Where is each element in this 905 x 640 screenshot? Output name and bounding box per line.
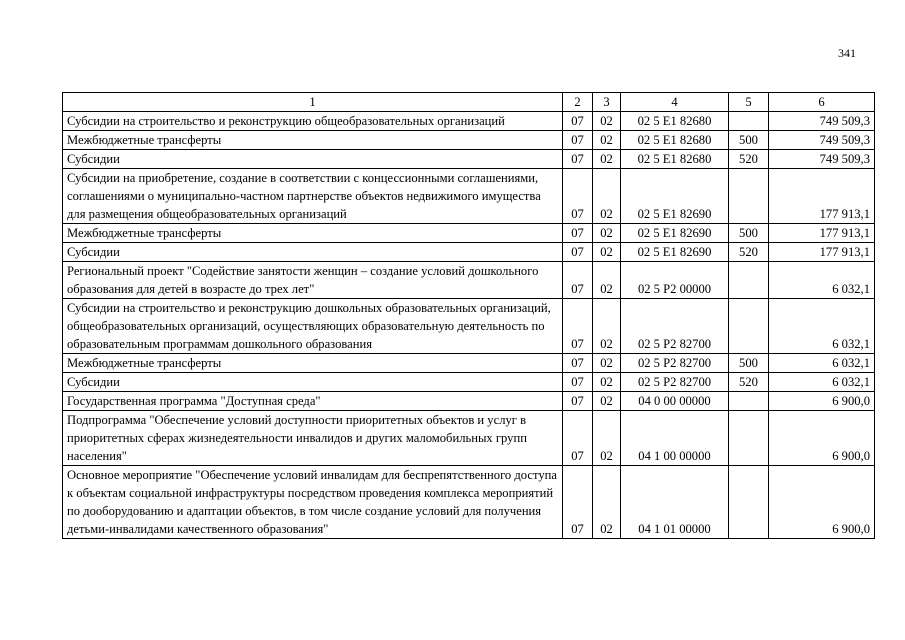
row-name: Подпрограмма "Обеспечение условий доступности приоритетных объектов и услуг в приоритетных сферах жизнедеятельности инвалидов и других маломобильных групп населения" <box>63 411 563 466</box>
row-name: Субсидии <box>63 243 563 262</box>
row-sum: 6 032,1 <box>769 299 875 354</box>
row-name: Субсидии на строительство и реконструкцию дошкольных образовательных организаций, общеобразовательных организаций, осуществляющих образовательную деятельность по образовательным программам дошкольного образования <box>63 299 563 354</box>
row-vr <box>729 392 769 411</box>
row-name: Субсидии <box>63 373 563 392</box>
row-vr: 520 <box>729 243 769 262</box>
row-csr: 02 5 E1 82680 <box>621 150 729 169</box>
row-vr: 500 <box>729 354 769 373</box>
row-rz: 07 <box>563 373 593 392</box>
row-vr <box>729 112 769 131</box>
row-sum: 177 913,1 <box>769 243 875 262</box>
row-sum: 6 032,1 <box>769 354 875 373</box>
row-name: Субсидии на строительство и реконструкцию общеобразовательных организаций <box>63 112 563 131</box>
row-name: Основное мероприятие "Обеспечение условий инвалидам для беспрепятственного доступа к объектам социальной инфраструктуры посредством проведения комплекса мероприятий по дооборудованию и адаптации объектов, в том числе создание условий для получения детьми-инвалидами качественного образования" <box>63 466 563 539</box>
row-rz: 07 <box>563 392 593 411</box>
row-csr: 04 1 01 00000 <box>621 466 729 539</box>
row-sum: 749 509,3 <box>769 112 875 131</box>
row-csr: 02 5 P2 00000 <box>621 262 729 299</box>
table-row <box>63 373 875 392</box>
table-row <box>63 150 875 169</box>
header-cell: 2 <box>563 93 593 112</box>
row-name: Субсидии <box>63 150 563 169</box>
row-rz: 07 <box>563 224 593 243</box>
row-pr: 02 <box>593 411 621 466</box>
table-row <box>63 466 875 539</box>
row-vr <box>729 169 769 224</box>
row-name: Межбюджетные трансферты <box>63 131 563 150</box>
row-sum: 749 509,3 <box>769 131 875 150</box>
row-rz: 07 <box>563 466 593 539</box>
row-rz: 07 <box>563 131 593 150</box>
row-sum: 6 900,0 <box>769 411 875 466</box>
row-vr: 520 <box>729 150 769 169</box>
header-cell: 1 <box>63 93 563 112</box>
row-pr: 02 <box>593 466 621 539</box>
table-row <box>63 299 875 354</box>
row-sum: 6 900,0 <box>769 466 875 539</box>
row-pr: 02 <box>593 262 621 299</box>
row-csr: 02 5 E1 82690 <box>621 169 729 224</box>
table-row <box>63 354 875 373</box>
page-number: 341 <box>838 46 856 60</box>
row-pr: 02 <box>593 224 621 243</box>
row-vr <box>729 262 769 299</box>
table-row <box>63 131 875 150</box>
row-name: Субсидии на приобретение, создание в соответствии с концессионными соглашениями, соглашениями о муниципально-частном партнерстве объектов недвижимого имущества для размещения общеобразовательных организаций <box>63 169 563 224</box>
row-pr: 02 <box>593 392 621 411</box>
row-csr: 04 1 00 00000 <box>621 411 729 466</box>
row-name: Государственная программа "Доступная среда" <box>63 392 563 411</box>
table-row <box>63 262 875 299</box>
table-row <box>63 411 875 466</box>
table-row <box>63 243 875 262</box>
row-vr <box>729 411 769 466</box>
row-rz: 07 <box>563 112 593 131</box>
row-sum: 177 913,1 <box>769 169 875 224</box>
row-sum: 749 509,3 <box>769 150 875 169</box>
row-rz: 07 <box>563 299 593 354</box>
row-csr: 02 5 E1 82680 <box>621 112 729 131</box>
row-csr: 04 0 00 00000 <box>621 392 729 411</box>
row-pr: 02 <box>593 112 621 131</box>
row-rz: 07 <box>563 150 593 169</box>
header-cell: 5 <box>729 93 769 112</box>
row-rz: 07 <box>563 243 593 262</box>
table-row <box>63 224 875 243</box>
table-header-row <box>63 93 875 112</box>
header-cell: 3 <box>593 93 621 112</box>
row-rz: 07 <box>563 169 593 224</box>
row-vr <box>729 466 769 539</box>
row-csr: 02 5 P2 82700 <box>621 299 729 354</box>
row-pr: 02 <box>593 299 621 354</box>
row-csr: 02 5 P2 82700 <box>621 354 729 373</box>
row-pr: 02 <box>593 243 621 262</box>
row-name: Межбюджетные трансферты <box>63 354 563 373</box>
row-vr: 500 <box>729 131 769 150</box>
row-sum: 177 913,1 <box>769 224 875 243</box>
row-vr: 500 <box>729 224 769 243</box>
row-sum: 6 900,0 <box>769 392 875 411</box>
row-pr: 02 <box>593 131 621 150</box>
row-csr: 02 5 E1 82690 <box>621 243 729 262</box>
row-pr: 02 <box>593 150 621 169</box>
row-sum: 6 032,1 <box>769 373 875 392</box>
table-row <box>63 392 875 411</box>
row-pr: 02 <box>593 354 621 373</box>
table-row <box>63 112 875 131</box>
row-name: Региональный проект "Содействие занятости женщин – создание условий дошкольного образования для детей в возрасте до трех лет" <box>63 262 563 299</box>
header-cell: 6 <box>769 93 875 112</box>
row-rz: 07 <box>563 354 593 373</box>
row-name: Межбюджетные трансферты <box>63 224 563 243</box>
header-cell: 4 <box>621 93 729 112</box>
row-csr: 02 5 E1 82690 <box>621 224 729 243</box>
row-pr: 02 <box>593 373 621 392</box>
row-rz: 07 <box>563 411 593 466</box>
row-vr <box>729 299 769 354</box>
row-vr: 520 <box>729 373 769 392</box>
row-sum: 6 032,1 <box>769 262 875 299</box>
row-csr: 02 5 P2 82700 <box>621 373 729 392</box>
row-rz: 07 <box>563 262 593 299</box>
budget-table <box>62 92 875 539</box>
table-row <box>63 169 875 224</box>
row-pr: 02 <box>593 169 621 224</box>
row-csr: 02 5 E1 82680 <box>621 131 729 150</box>
